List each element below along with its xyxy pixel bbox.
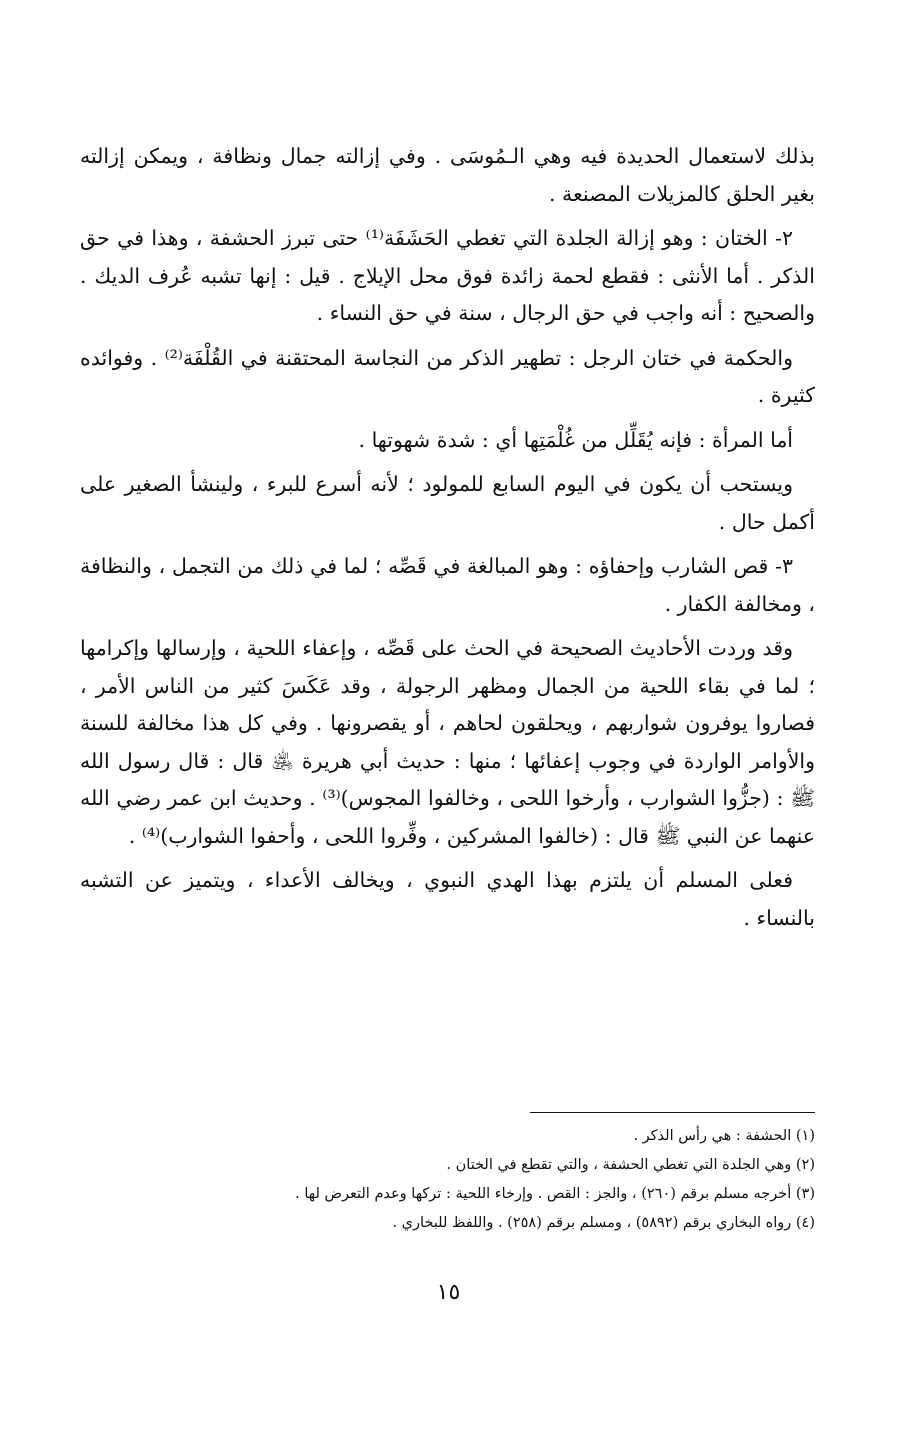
footnote-2: (٢) وهي الجلدة التي تغطي الحشفة ، والتي تقطع في الختان .: [446, 1157, 815, 1173]
footnote-4: (٤) رواه البخاري برقم (٥٨٩٢) ، ومسلم برقم (٢٥٨) . واللفظ للبخاري .: [392, 1215, 815, 1231]
page-number: ١٥: [436, 1280, 461, 1305]
paragraph-2: ٢- الختان : وهو إزالة الجلدة التي تغطي الحَشَفَة⁽¹⁾ حتى تبرز الحشفة ، وهذا في حق الذكر . أما الأنثى : فقطع لحمة زائدة فوق محل الإيلاج . قيل : إنها تشبه عُرف الديك . والصحيح : أنه واجب في حق الرجال ، سنة في حق النساء .: [80, 226, 815, 325]
paragraph-4: أما المرأة : فإنه يُقَلِّل من غُلْمَتِها أي : شدة شهوتها .: [358, 427, 793, 452]
footnote-1: (١) الحشفة : هي رأس الذكر .: [633, 1128, 815, 1144]
paragraph-8: فعلى المسلم أن يلتزم بهذا الهدي النبوي ، ويخالف الأعداء ، ويتميز عن التشبه بالنساء .: [80, 868, 815, 930]
paragraph-7: وقد وردت الأحاديث الصحيحة في الحث على قَصِّه ، وإعفاء اللحية ، وإرسالها وإكرامها ؛ لما في بقاء اللحية من الجمال ومظهر الرجولة ، وقد عَكَسَ كثير من الناس الأمر ، فصاروا يوفرون شواربهم ، ويحلقون لحاهم ، أو يقصرونها . وفي كل هذا مخالفة للسنة والأوامر الواردة في وجوب إعفائها ؛ منها : حديث أبي هريرة ﵁ قال : قال رسول الله ﷺ : (جزُّوا الشوارب ، وأرخوا اللحى ، وخالفوا المجوس)⁽³⁾ . وحديث ابن عمر رضي الله عنهما عن النبي ﷺ قال : (خالفوا المشركين ، وفِّروا اللحى ، وأحفوا الشوارب)⁽⁴⁾ .: [80, 636, 815, 848]
footnote-divider: [530, 1112, 815, 1113]
paragraph-6: ٣- قص الشارب وإحفاؤه : وهو المبالغة في قَصِّه ؛ لما في ذلك من التجمل ، والنظافة ، ومخالفة الكفار .: [80, 554, 815, 616]
footnote-3: (٣) أخرجه مسلم برقم (٢٦٠) ، والجز : القص . وإرخاء اللحية : تركها وعدم التعرض لها .: [295, 1186, 815, 1202]
paragraph-1: بذلك لاستعمال الحديدة فيه وهي الـمُوسَى . وفي إزالته جمال ونظافة ، ويمكن إزالته بغير الحلق كالمزيلات المصنعة .: [80, 144, 815, 206]
paragraph-3: والحكمة في ختان الرجل : تطهير الذكر من النجاسة المحتقنة في القُلْفَة⁽²⁾ . وفوائده كثيرة .: [80, 345, 815, 407]
footnotes: [80, 1122, 815, 1238]
paragraph-5: ويستحب أن يكون في اليوم السابع للمولود ؛ لأنه أسرع للبرء ، ولينشأ الصغير على أكمل حال .: [80, 472, 815, 534]
body-text: [80, 138, 815, 944]
